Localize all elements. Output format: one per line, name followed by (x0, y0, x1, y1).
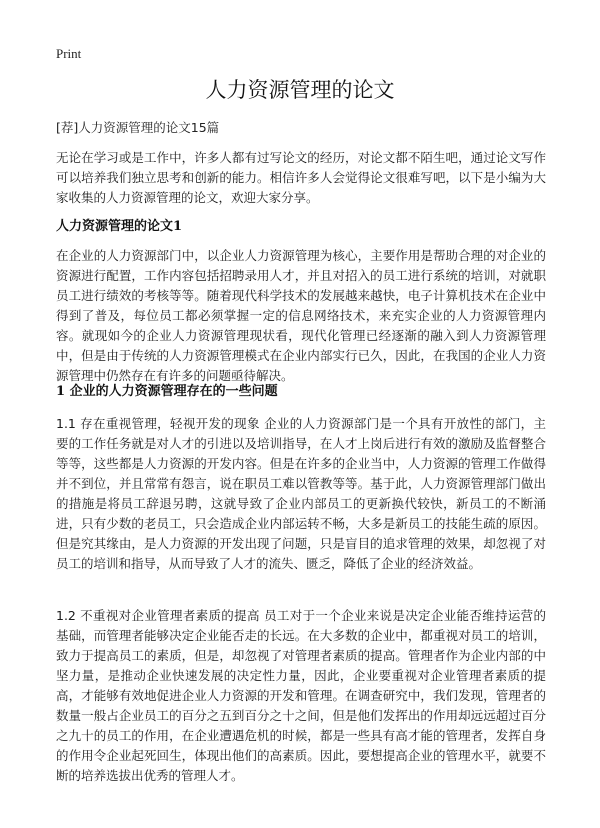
document-subtitle: [荐]人力资源管理的论文15篇 (56, 120, 220, 135)
section-heading-essay-1: 人力资源管理的论文1 (56, 219, 183, 234)
page-title: 人力资源管理的论文 (205, 78, 395, 102)
problem-1-1-paragraph: 1.1 存在重视管理，轻视开发的现象 企业的人力资源部门是一个具有开放性的部门，主要的工作任务就是对人才的引进以及培训指导，在人才上岗后进行有效的激励及监督整合等等，这些都是人力资源的开发内容。但是在许多的企业当中，人力资源的管理工作做得并不到位，并且常常有怨言，说在职员工难以管教等等。基于此，人力资源管理部门做出的措施是将员工辞退另聘，这就导致了企业内部员工的更新换代较快，新员工的不断涌进，只有少数的老员工，只会造成企业内部运转不畅，大多是新员工的技能生疏的原因。但是究其缘由，是人力资源的开发出现了问题，只是盲目的追求管理的效果，却忽视了对员工的培训和指导，从而导致了人才的流失、匮乏，降低了企业的经济效益。 (56, 416, 546, 571)
problem-1-2-paragraph: 1.2 不重视对企业管理者素质的提高 员工对于一个企业来说是决定企业能否维持运营的基础，而管理者能够决定企业能否走的长远。在大多数的企业中，都重视对员工的培训，致力于提高员工的素质，但是，却忽视了对管理者素质的提高。管理者作为企业内部的中坚力量，是推动企业快速发展的决定性力量，因此，企业要重视对企业管理者素质的提高，才能够有效地促进企业人力资源的开发和管理。在调查研究中，我们发现，管理者的数量一般占企业员工的百分之五到百分之十之间，但是他们发挥出的作用却远远超过百分之九十的员工的作用，在企业遭遇危机的时候，都是一些具有高才能的管理者，发挥自身的作用令企业起死回生，体现出他们的高素质。因此，要想提高企业的管理水平，就要不断的培养选拔出优秀的管理人才。 (56, 608, 546, 783)
essay-1-paragraph: 在企业的人力资源部门中，以企业人力资源管理为核心，主要作用是帮助合理的对企业的资源进行配置，工作内容包括招聘录用人才，并且对招入的员工进行系统的培训，对就职员工进行绩效的考核等等。随着现代科学技术的发展越来越快，电子计算机技术在企业中得到了普及，每位员工都必须掌握一定的信息网络技术，来充实企业的人力资源管理内容。就现如今的企业人力资源管理现状看，现代化管理已经逐渐的融入到人力资源管理中，但是由于传统的人力资源管理模式在企业内部实行已久，因此，在我国的企业人力资源管理中仍然存在有许多的问题亟待解决。 (56, 248, 546, 383)
intro-paragraph: 无论在学习或是工作中，许多人都有过写论文的经历，对论文都不陌生吧，通过论文写作可以培养我们独立思考和创新的能力。相信许多人会觉得论文很难写吧，以下是小编为大家收集的人力资源管理的论文，欢迎大家分享。 (56, 150, 546, 205)
section-heading-problems: 1 企业的人力资源管理存在的一些问题 (56, 384, 278, 399)
print-link[interactable]: Print (56, 46, 82, 61)
